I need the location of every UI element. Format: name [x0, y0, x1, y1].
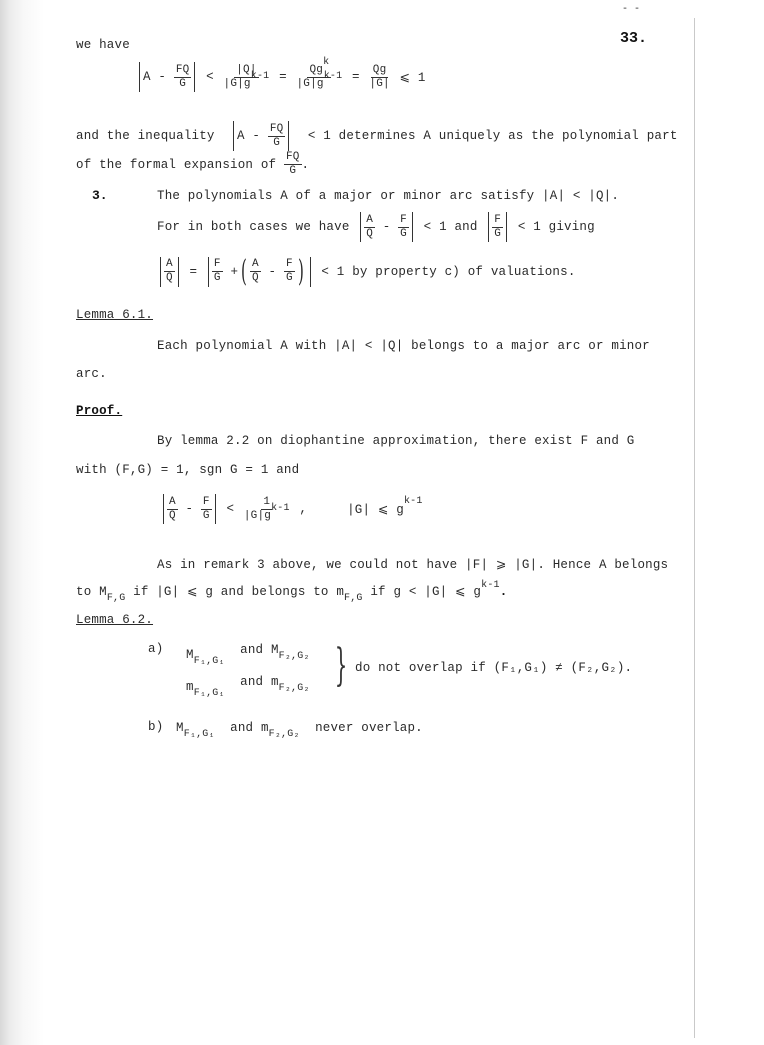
lemma-6-2-b-label: b) — [148, 720, 164, 734]
eq1-frac-3: $\frac{Qg}{|G|}$ — [369, 63, 390, 90]
eq1-lt: < — [206, 70, 214, 84]
proof-line3: As in remark 3 above, we could not have |F| ⩾ |G|. Hence A belongs — [157, 558, 669, 572]
proof-title: Proof. — [76, 404, 123, 418]
item3-line3: $\frac{A}{Q}$ = $\frac{F}{G}$ + ( $\frac{A}{Q}$ - $\frac{F}{G}$ ) < 1 by property c) of valuations. — [157, 254, 576, 289]
lemma-6-1-statement: Each polynomial A with |A| < |Q| belongs to a major arc or minor — [157, 339, 650, 353]
item3-line1: The polynomials A of a major or minor arc satisfy |A| < |Q|. — [157, 189, 620, 203]
proof-line1: By lemma 2.2 on diophantine approximation, there exist F and G — [157, 434, 635, 448]
scan-edge-right — [694, 18, 695, 1038]
scan-shadow-left — [0, 0, 44, 1045]
lemma-6-1-statement-end: arc. — [76, 367, 107, 381]
eq1-frac-1: $\frac{|Q|}{|G|gk-1}$ — [223, 63, 270, 90]
eq1-lhs-a: A — [143, 70, 151, 84]
item3-line2: For in both cases we have $\frac{A}{Q}$ - $\frac{F}{G}$ < 1 and $\frac{F}{G}$ < 1 giving — [157, 212, 595, 242]
abs-bar — [194, 62, 195, 92]
lemma-6-2-title: Lemma 6.2. — [76, 613, 154, 627]
para1-exp-frac: $\frac{FQ}{G}$ — [285, 151, 300, 177]
lemma-6-2-a-label: a) — [148, 642, 164, 656]
eq1-lhs-frac: $\frac{FQ}{G}$ — [175, 63, 190, 90]
para1-line1: and the inequality A - $\frac{FQ}{G}$ < 1 determines A uniquely as the polynomial part — [76, 121, 678, 151]
proof-inequality: $\frac{A}{Q}$ - $\frac{F}{G}$ < $\frac{1}{|G|gk-1}$ , |G| ⩽ g k-1 — [160, 494, 423, 524]
lemma-6-1-title: Lemma 6.1. — [76, 308, 154, 322]
proof-line2: with (F,G) = 1, sgn G = 1 and — [76, 463, 300, 477]
lemma-6-2-a-text: do not overlap if (F₁,G₁) ≠ (F₂,G₂). — [355, 661, 633, 675]
right-brace: } — [334, 640, 348, 691]
intro-text: we have — [76, 38, 130, 52]
para1-frac: $\frac{FQ}{G}$ — [269, 122, 284, 149]
proof-line4: to $M_{F,G}$ if |G| ⩽ g and belongs to $m_{F,G}$ if g < |G| ⩽ $g^{k-1}$. — [76, 580, 508, 604]
eq1-le-one: ⩽ 1 — [399, 71, 426, 85]
abs-bar — [139, 62, 140, 92]
para1-line2: of the formal expansion of $\frac{FQ}{G}$ . — [76, 151, 310, 177]
corner-mark: - - — [622, 4, 641, 15]
item3-number: 3. — [92, 188, 108, 203]
eq1-frac-2: $\frac{\text{Qgk}}{|G|gk-1}$ — [296, 56, 343, 90]
eq1-equals-2: = — [352, 70, 360, 84]
eq1-equals: = — [279, 70, 287, 84]
lemma-6-2-a-row1: $M_{F_1,G_1}$ and MF₂,G₂ — [186, 643, 310, 667]
equation-1: A - $\frac{FQ}{G}$ < $\frac{|Q|}{|G|gk-1}$ = $\frac{\text{Qgk}}{|G|gk-1}$ = $\frac{Qg}{|G|}$ ⩽ 1 — [136, 62, 426, 92]
page-number: 33. — [620, 30, 648, 47]
lemma-6-2-b-row: $M_{F_1,G_1}$ and $m_{F_2,G_2}$ never overlap. — [176, 721, 423, 740]
lemma-6-2-a-row2: $m_{F_1,G_1}$ and mF₂,G₂ — [186, 675, 310, 699]
